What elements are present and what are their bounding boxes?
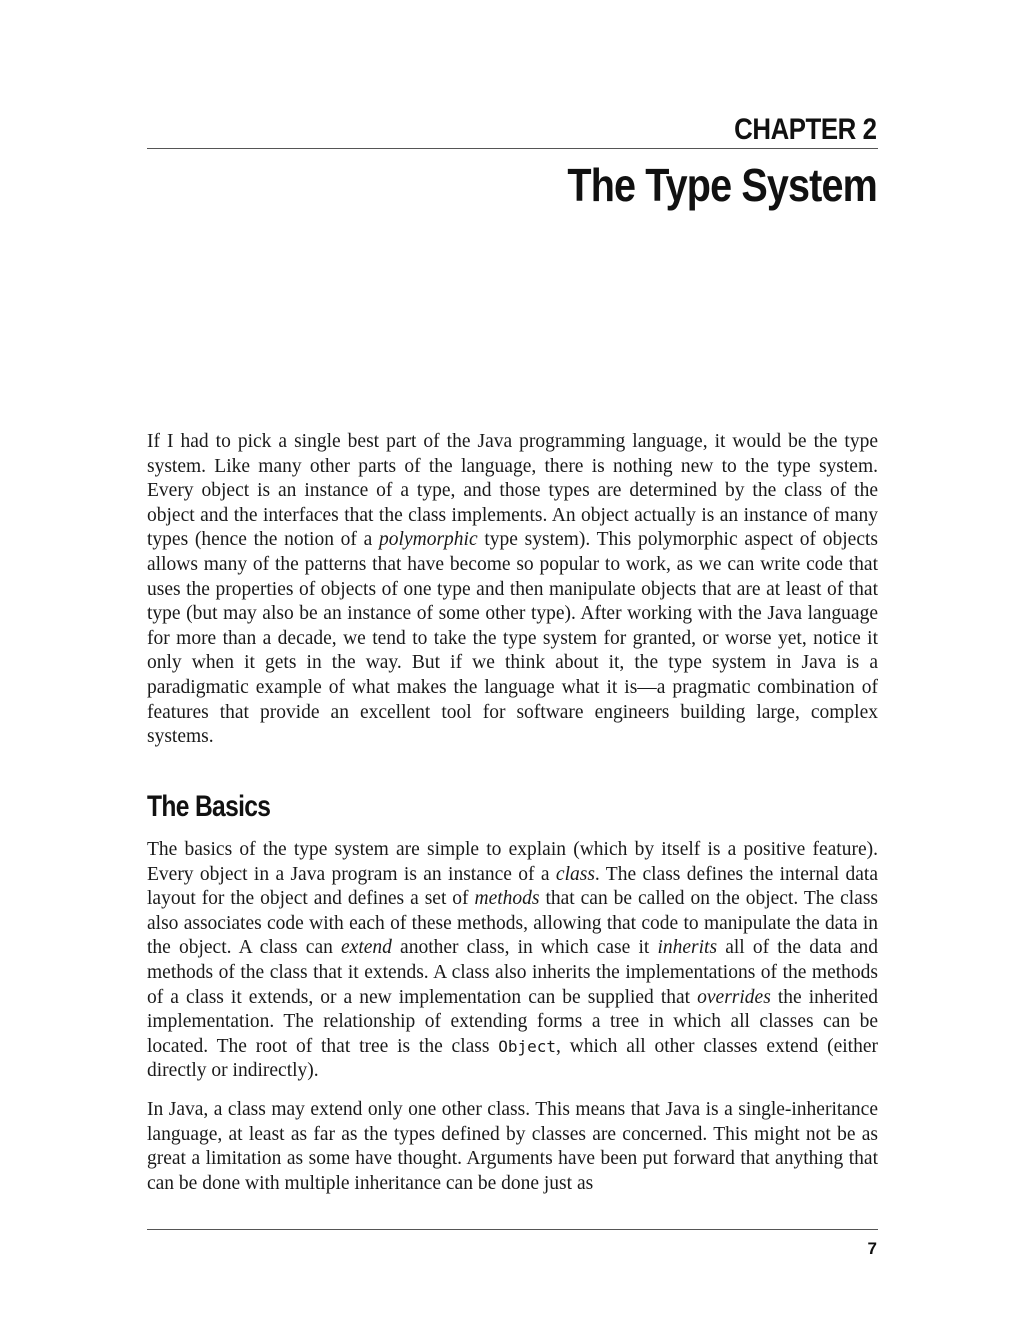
basics-em-methods: methods (474, 888, 540, 910)
basics-text-g: , which all other classes extend (either directly or indirectly). (147, 1035, 878, 1082)
page-number: 7 (867, 1239, 877, 1258)
basics-paragraph-1 (147, 838, 878, 1084)
intro-text-b: type system). This polymorphic aspect of objects allows many of the patterns that have become so popular to work, as we can write code that uses the properties of objects of one type and then manipulate objects that are at least of that type (but may also be an instance of some other type). After working with the Java language for more than a decade, we tend to take the type system for granted, or worse yet, notice it only when it gets in the way. But if we think about it, the type system in Java is a paradigmatic example of what makes the language what it is—a pragmatic combination of features that provide an excellent tool for software engineers building large, complex systems. (147, 529, 878, 748)
basics-text-d: another class, in which case it (391, 937, 658, 959)
basics-paragraph-2: In Java, a class may extend only one other class. This means that Java is a single-inheritance language, at least as far as the types defined by classes are concerned. This might not be as great a limitation as some have thought. Arguments have been put forward that anything that can be done with multiple inheritance can be done just as (147, 1099, 878, 1194)
basics-text-c: that can be called on the object. The class also associates code with each of these methods, allowing that code to manipulate the data in the object. A class can (147, 888, 878, 959)
intro-em-polymorphic: polymorphic (379, 529, 478, 551)
basics-em-overrides: overrides (697, 986, 771, 1008)
section-heading: The Basics (147, 790, 271, 823)
intro-paragraph (147, 430, 878, 750)
footer-rule (147, 1229, 878, 1230)
basics-text-b: . The class defines the internal data layout for the object and defines a set of (147, 863, 879, 910)
intro-text-a: If I had to pick a single best part of the Java programming language, it would be the type system. Like many other parts of the language, there is nothing new to the type system. Every object is an instance of a type, and those types are determined by the class of the object and the interfaces that the class implements. An object actually is an instance of many types (hence the notion of a (147, 431, 878, 551)
basics-em-inherits: inherits (657, 937, 718, 959)
basics-text-a: The basics of the type system are simple to explain (which by itself is a positive feature). Every object in a Java program is an instance of a (147, 839, 878, 885)
chapter-label: CHAPTER 2 (734, 113, 877, 146)
basics-em-class: class (555, 863, 595, 885)
chapter-title: The Type System (567, 159, 877, 211)
basics-text-e: all of the data and methods of the class that it extends. A class also inherits the implementations of the methods of a class it extends, or a new implementation can be supplied that (147, 937, 878, 1008)
chapter-rule (147, 148, 878, 149)
code-object: Object (498, 1036, 557, 1056)
basics-em-extend: extend (341, 937, 392, 959)
basics-text-f: the inherited implementation. The relationship of extending forms a tree in which all classes can be located. The root of that tree is the class (147, 986, 879, 1057)
